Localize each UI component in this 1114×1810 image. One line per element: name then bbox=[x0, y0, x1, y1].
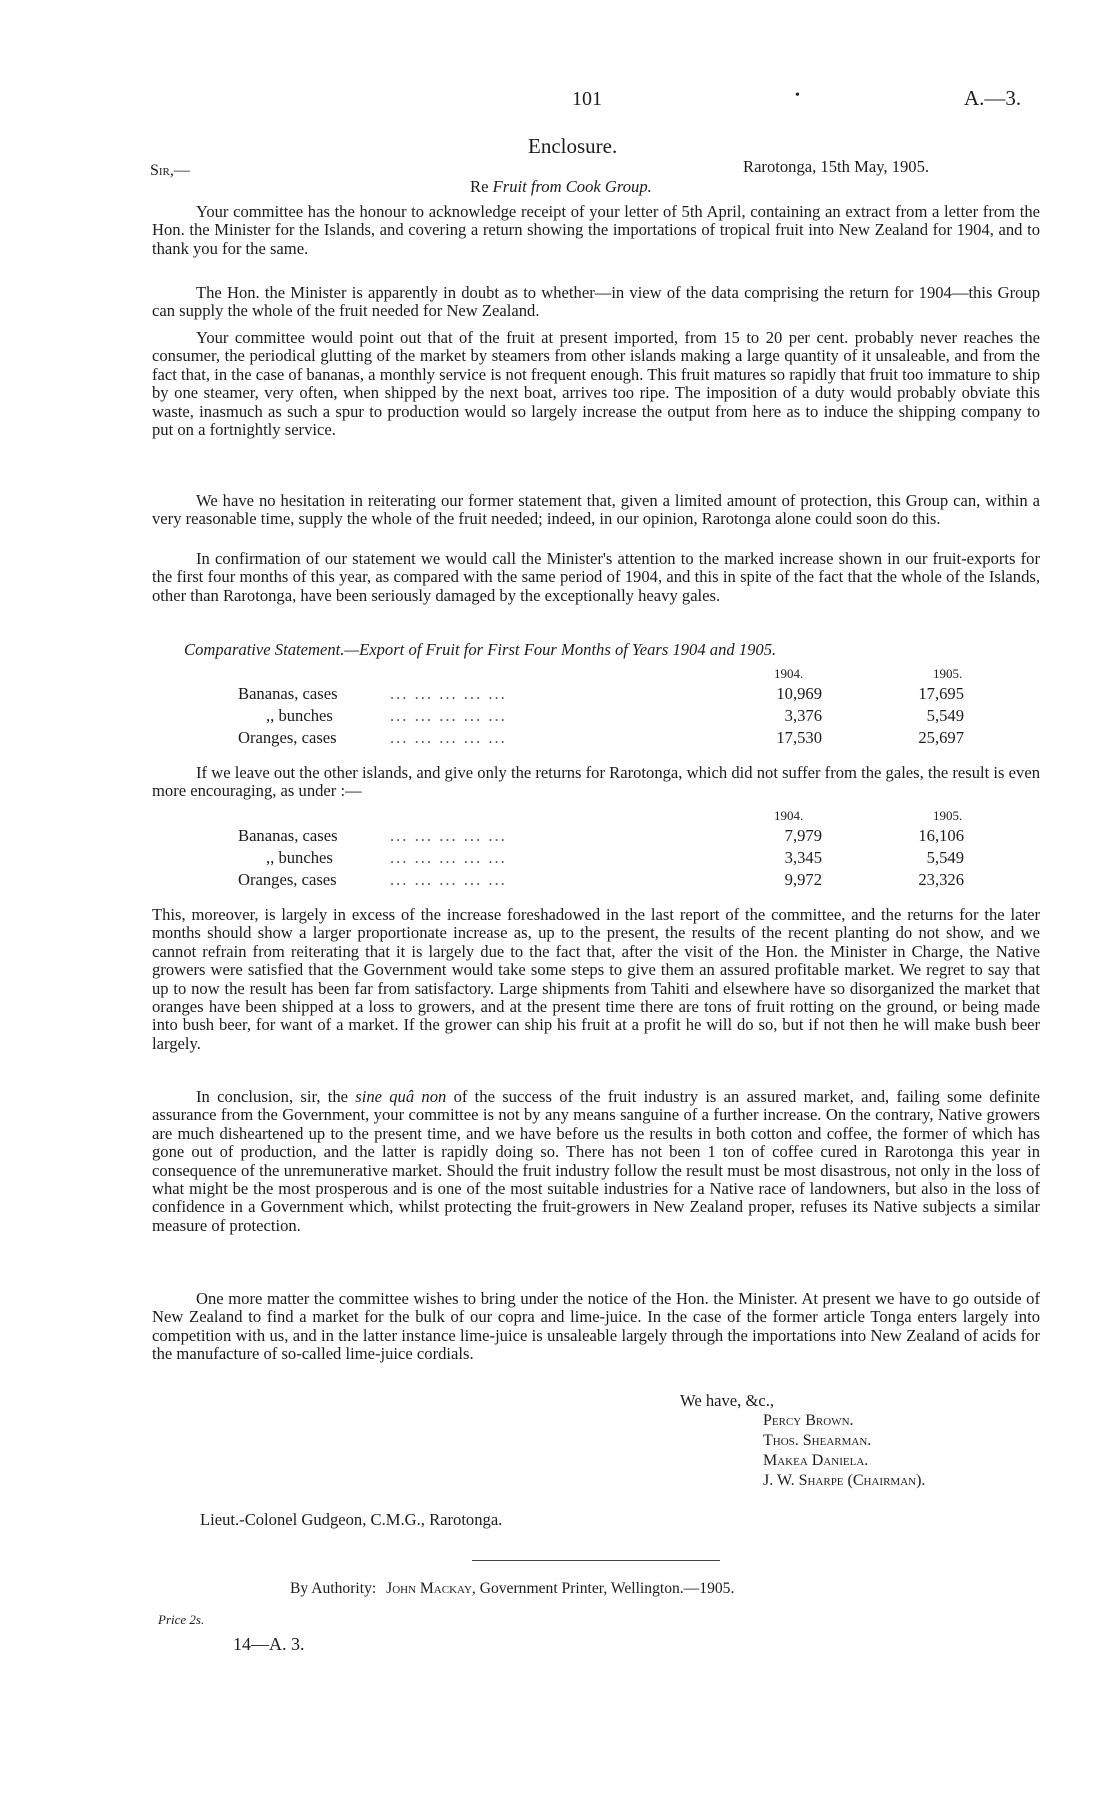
authority-prefix: By Authority: bbox=[290, 1580, 377, 1597]
table2-row bbox=[0, 848, 1114, 870]
conclusion-italic: sine quâ non bbox=[355, 1087, 447, 1106]
table1-heading: Comparative Statement.—Export of Fruit for First Four Months of Years 1904 and 1905. bbox=[184, 640, 777, 659]
signatory: J. W. Sharpe (Chairman). bbox=[763, 1472, 926, 1489]
paragraph-confirmation: In confirmation of our statement we would call the Minister's attention to the marked increase shown in our fruit-exports for the first four months of this year, as compared with the same period of 1904, and this in spite of the fact that the whole of the Islands, other than Rarotonga, have been seriously damaged by the exceptionally heavy gales. bbox=[152, 549, 1040, 605]
printer-name: John Mackay, bbox=[386, 1580, 476, 1597]
price: Price 2s. bbox=[158, 1612, 205, 1627]
printer-rest: Government Printer, Wellington.—1905. bbox=[479, 1580, 735, 1597]
bullet-mark: • bbox=[795, 88, 800, 103]
value-1905: 23,326 bbox=[918, 870, 964, 889]
dot-leader: ... ... ... ... ... bbox=[390, 684, 507, 703]
table1-row bbox=[0, 684, 1114, 706]
value-1904: 7,979 bbox=[784, 826, 822, 845]
value-1905: 17,695 bbox=[918, 684, 964, 703]
signatory: Thos. Shearman. bbox=[763, 1432, 872, 1449]
enclosure-title: Enclosure. bbox=[528, 134, 618, 158]
signatory: Makea Daniela. bbox=[763, 1452, 869, 1469]
paragraph-acknowledgement: Your committee has the honour to acknowledge receipt of your letter of 5th April, containing an extract from a letter from the Hon. the Minister for the Islands, and covering a return showing the importations of tropical fruit into New Zealand for 1904, and to thank you for the same. bbox=[152, 202, 1040, 258]
salutation: Sir,— bbox=[150, 162, 190, 179]
paragraph-copra-lime: One more matter the committee wishes to bring under the notice of the Hon. the Minister. At present we have to go outside of New Zealand to find a market for the bulk of our copra and lime-juice. In the case of the former article Tonga enters largely into competition with us, and in the latter instance lime-juice is unsaleable largely through the importations into New Zealand of acids for the manufacture of so-called lime-juice cordials. bbox=[152, 1289, 1040, 1364]
paragraph-protection: We have no hesitation in reiterating our former statement that, given a limited amount of protection, this Group can, within a very reasonable time, supply the whole of the fruit needed; indeed, in our opinion, Rarotonga alone could soon do this. bbox=[152, 491, 1040, 529]
authority-line bbox=[290, 1580, 734, 1598]
closing: We have, &c., bbox=[680, 1391, 775, 1410]
value-1904: 9,972 bbox=[784, 870, 822, 889]
table2-row bbox=[0, 826, 1114, 848]
dot-leader: ... ... ... ... ... bbox=[390, 728, 507, 747]
row-label: ,, bunches bbox=[266, 706, 333, 725]
addressee: Lieut.-Colonel Gudgeon, C.M.G., Rarotonga. bbox=[200, 1510, 503, 1529]
paragraph-conclusion bbox=[152, 1088, 1040, 1235]
paragraph-market-glut: Your committee would point out that of the fruit at present imported, from 15 to 20 per cent. probably never reaches the consumer, the periodical glutting of the market by steamers from other islands making a large quantity of it unsaleable, and from the fact that, in the case of bananas, a monthly service is not frequent enough. This fruit matures so rapidly that fruit too immature to ship by one steamer, very often, when shipped by the next boat, arrives too ripe. The imposition of a duty would probably obviate this waste, inasmuch as such a spur to production would so largely increase the output from here as to induce the shipping company to put on a fortnightly service. bbox=[152, 328, 1040, 440]
table1-row bbox=[0, 728, 1114, 750]
table2-year-1905: 1905. bbox=[933, 808, 963, 823]
place-date: Rarotonga, 15th May, 1905. bbox=[743, 157, 930, 176]
table1-year-1905: 1905. bbox=[933, 666, 963, 681]
conclusion-rest: of the success of the fruit industry is an assured market, and, failing some definite assurance from the Government, your committee is not by any means sanguine of a further increase. On the contrary, Native growers are much disheartened up to the present time, and we have before us the results in both cotton and coffee, the former of which has gone out of production, and the latter is rapidly doing so. There has not been 1 ton of coffee cured in Rarotonga this year in consequence of the unremunerative market. Should the fruit industry follow the result must be most disastrous, not only in the loss of what might be the most prosperous and is one of the most suitable industries for a Native race of landowners, but also in the loss of confidence in a Government which, whilst protecting the fruit-growers in New Zealand proper, refuses its Native subjects a similar measure of protection. bbox=[152, 1087, 1040, 1235]
subject-title: Fruit from Cook Group. bbox=[492, 177, 652, 196]
dot-leader: ... ... ... ... ... bbox=[390, 870, 507, 889]
row-label: Bananas, cases bbox=[238, 826, 338, 845]
sheet-signature: 14—A. 3. bbox=[233, 1634, 305, 1654]
paragraph-minister-doubt: The Hon. the Minister is apparently in doubt as to whether—in view of the data comprising the return for 1904—this Group can supply the whole of the fruit needed for New Zealand. bbox=[152, 283, 1040, 321]
table1-year-1904: 1904. bbox=[774, 666, 804, 681]
value-1905: 16,106 bbox=[918, 826, 964, 845]
row-label: Oranges, cases bbox=[238, 728, 337, 747]
paragraph-excess-increase: This, moreover, is largely in excess of the increase foreshadowed in the last report of the committee, and the returns for the later months should show a larger proportionate increase as, up to the present, the results of the recent planting do not show, and we cannot refrain from reiterating that it is largely due to the fact that, after the visit of the Hon. the Minister in Charge, the Native growers were satisfied that the Government would take some steps to give them an assured profitable market. We regret to say that up to now the result has been far from satisfactory. Large shipments from Tahiti and elsewhere have so disorganized the market that oranges have been shipped at a loss to growers, and at the present time there are tons of fruit rotting on the ground, or being made into bush beer, for want of a market. If the grower can ship his fruit at a profit he will do so, but if not then he will make bush beer largely. bbox=[152, 905, 1040, 1053]
signatory: Percy Brown. bbox=[763, 1412, 854, 1429]
row-label: Oranges, cases bbox=[238, 870, 337, 889]
value-1905: 5,549 bbox=[926, 848, 964, 867]
value-1904: 10,969 bbox=[776, 684, 822, 703]
table1-row bbox=[0, 706, 1114, 728]
row-label: ,, bunches bbox=[266, 848, 333, 867]
table2-row bbox=[0, 870, 1114, 892]
page-number: 101 bbox=[572, 88, 602, 110]
conclusion-start: In conclusion, sir, the bbox=[196, 1087, 348, 1106]
footer-rule bbox=[472, 1560, 720, 1561]
row-label: Bananas, cases bbox=[238, 684, 338, 703]
value-1904: 3,376 bbox=[784, 706, 822, 725]
subject-line bbox=[470, 177, 652, 197]
document-reference: A.—3. bbox=[964, 86, 1022, 110]
dot-leader: ... ... ... ... ... bbox=[390, 706, 507, 725]
value-1905: 5,549 bbox=[926, 706, 964, 725]
subject-prefix: Re bbox=[470, 177, 489, 196]
paragraph-rarotonga-returns: If we leave out the other islands, and give only the returns for Rarotonga, which did not suffer from the gales, the result is even more encouraging, as under :— bbox=[152, 763, 1040, 801]
table2-year-1904: 1904. bbox=[774, 808, 804, 823]
value-1904: 17,530 bbox=[776, 728, 822, 747]
dot-leader: ... ... ... ... ... bbox=[390, 848, 507, 867]
value-1904: 3,345 bbox=[784, 848, 822, 867]
dot-leader: ... ... ... ... ... bbox=[390, 826, 507, 845]
value-1905: 25,697 bbox=[918, 728, 964, 747]
